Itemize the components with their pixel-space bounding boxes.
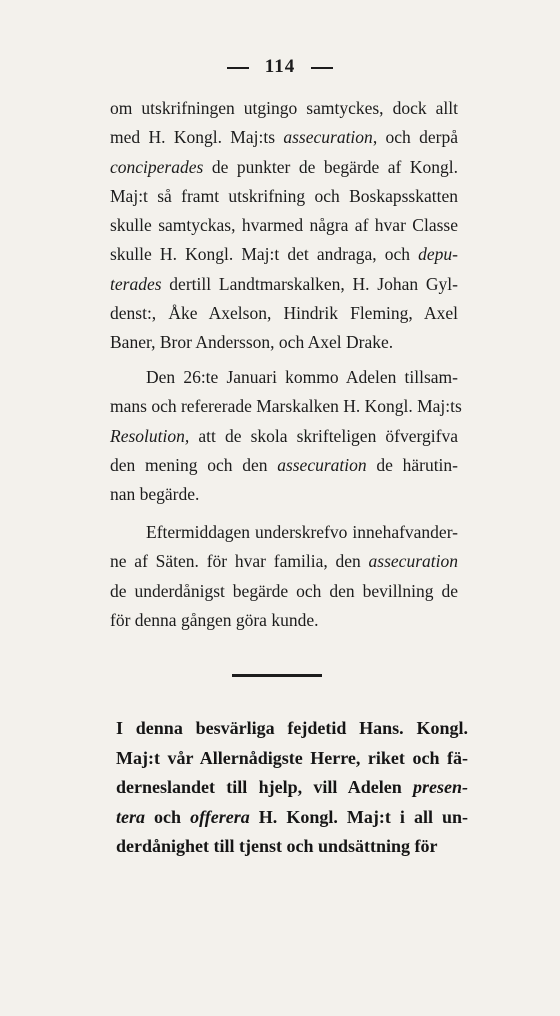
text-line: den mening och den assecuration de härutin- bbox=[110, 454, 458, 475]
text-line: för denna gången göra kunde. bbox=[110, 609, 319, 630]
text-line: tera och offerera H. Kongl. Maj:t i all un- bbox=[116, 806, 468, 827]
text-line: I denna besvärliga fejdetid Hans. Kongl. bbox=[116, 718, 468, 738]
text-line: de underdånigst begärde och den bevillning de bbox=[110, 580, 458, 601]
page-header bbox=[0, 56, 560, 78]
italic-term: terades bbox=[110, 273, 162, 294]
text-line: derneslandet till hjelp, vill Adelen presen- bbox=[116, 777, 468, 798]
text-line: denst:, Åke Axelson, Hindrik Fleming, Axel bbox=[110, 303, 458, 324]
italic-term: assecuration bbox=[368, 551, 458, 572]
section-divider bbox=[232, 674, 322, 677]
text-line: mans och refererade Marskalken H. Kongl. Maj:ts bbox=[110, 396, 462, 417]
text-line: nan begärde. bbox=[110, 484, 200, 505]
text-line: terades dertill Landtmarskalken, H. Johan Gyl- bbox=[110, 273, 458, 294]
text-line: Maj:t vår Allernådigste Herre, riket och fä- bbox=[116, 747, 468, 768]
text-line: ne af Säten. för hvar familia, den assecuration bbox=[110, 551, 458, 572]
italic-term: assecuration bbox=[283, 127, 373, 148]
header-dash-left bbox=[227, 67, 249, 69]
text-line: Eftermiddagen underskrefvo innehafvander- bbox=[146, 522, 458, 542]
text-line: conciperades de punkter de begärde af Kongl. bbox=[110, 156, 458, 177]
text-line: om utskrifningen utgingo samtyckes, dock allt bbox=[110, 98, 458, 118]
text-line: derdånighet till tjenst och undsättning för bbox=[116, 836, 438, 857]
header-dash-right bbox=[311, 67, 333, 69]
text-line: skulle H. Kongl. Maj:t det andraga, och depu- bbox=[110, 244, 458, 265]
paragraph-3 bbox=[110, 518, 458, 635]
italic-term: depu- bbox=[418, 244, 458, 265]
text-line: Resolution, att de skola skrifteligen öfvergifva bbox=[110, 425, 458, 446]
italic-term: conciperades bbox=[110, 156, 204, 177]
paragraph-1 bbox=[110, 94, 458, 358]
page-number: 114 bbox=[264, 56, 296, 77]
italic-term: offerera bbox=[190, 806, 250, 827]
paragraph-2 bbox=[110, 363, 462, 509]
italic-term: presen- bbox=[413, 777, 468, 798]
paragraph-4 bbox=[116, 714, 468, 862]
text-line: med H. Kongl. Maj:ts assecuration, och derpå bbox=[110, 127, 458, 148]
italic-term: Resolution, bbox=[110, 425, 190, 446]
text-line: Maj:t så framt utskrifning och Boskapsskatten bbox=[110, 185, 458, 206]
text-line: skulle samtyckas, hvarmed några af hvar Classe bbox=[110, 215, 458, 236]
italic-term: assecuration bbox=[277, 454, 367, 475]
italic-term: tera bbox=[116, 806, 145, 827]
text-line: Baner, Bror Andersson, och Axel Drake. bbox=[110, 332, 394, 353]
text-line: Den 26:te Januari kommo Adelen tillsam- bbox=[146, 367, 458, 387]
